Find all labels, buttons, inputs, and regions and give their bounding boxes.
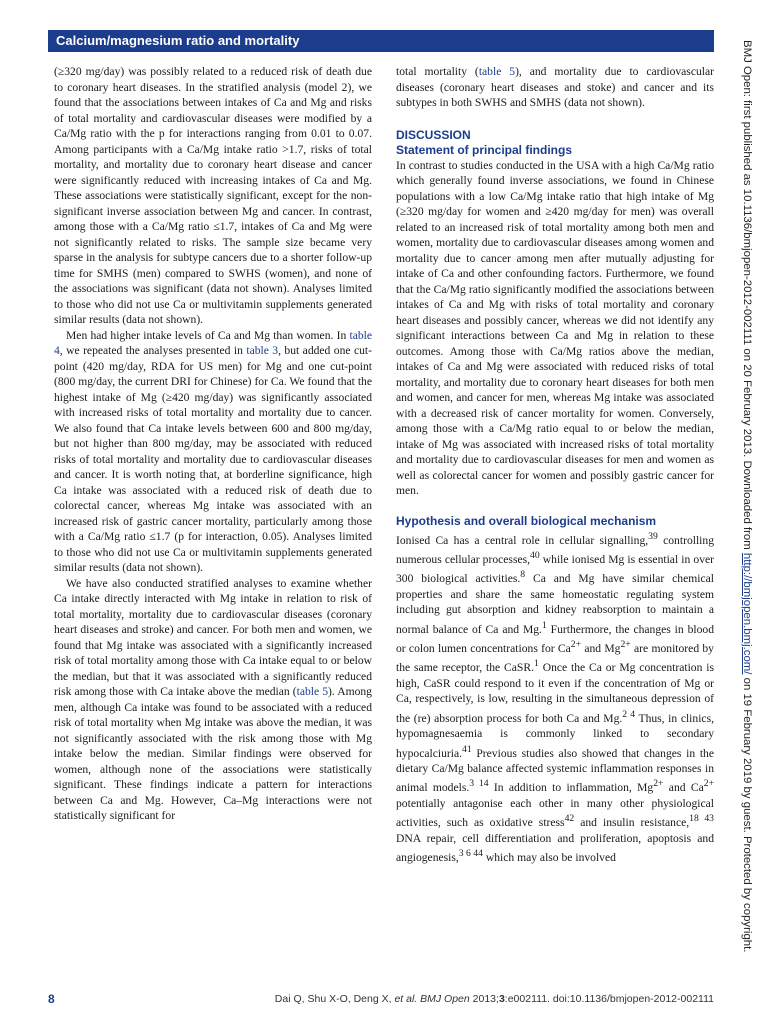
journal-name: . BMJ Open <box>414 993 470 1005</box>
text-span: , we repeated the analyses presented in <box>59 344 247 357</box>
text-span: We have also conducted stratified analyses to examine whether Ca intake directly interacted with Mg intake in relation to risk of total mortality, mortality due to cardiovascular diseases (coronary heart diseases and stroke) and cancer. For both men and women, we found that Mg intake was associated with a significantly increased risk of total mortality among those with Ca intake equal to or below the median, but that it was associated with a significantly reduced risk among those with Ca intake above the median ( <box>54 576 372 698</box>
text-span: Once the Ca or Mg concentration is high, CaSR could respond to it even if the concentration of Mg or Ca, respectively, is low, resulting in the simultaneous depression of the (re) absorption process for both Ca and Mg. <box>396 661 715 725</box>
reference-superscript: 40 <box>530 549 540 561</box>
reference-superscript: 3 14 <box>469 778 489 790</box>
text-span: ). Among men, although Ca intake was found to be associated with a reduced risk of total mortality when Mg intake was above the median, it was not significantly associated with the risk among those with Mg intake below the median. Similar findings were observed for women, although none of the associations were statistically significant. These findings indicate a pattern for interactions between Ca and Mg. However, Ca–Mg interactions were not statistically significant for <box>54 685 372 822</box>
reference-superscript: 41 <box>462 743 472 755</box>
ion-charge-superscript: 2+ <box>570 638 582 650</box>
text-span: Previous studies also showed that changes in the dietary Ca/Mg balance affected systemic inflammation responses in animal models. <box>396 746 714 795</box>
table-3-link[interactable]: table 3 <box>246 344 279 357</box>
left-paragraph-1: (≥320 mg/day) was possibly related to a reduced risk of death due to coronary heart diseases. In the stratified analysis (model 2), we found that the associations between intakes of Ca and Mg and risks of total mortality and cardiovascular diseases were modified by a Ca/Mg ratio with the p for interactions ranging from 0.01 to 0.07. Among participants with a Ca/Mg intake ratio >1.7, risks of total mortality, and mortality due to coronary heart disease and cancer were significantly reduced with increasing intakes of Ca and Mg. These associations were statistically significant, except for the non-significant inverse association between Mg and cancer. In contrast, among those with a Ca/Mg ratio ≤1.7, intakes of Ca and Mg were not significantly related to risks. The sample size became very sparse in the analysis for subtype cancers due to a shorter follow-up time for SMHS (men) compared to SWHS (women), and none of the associations was significant (data not shown). Analyses limited to those who did not use Ca or multivitamin supplements generated similar results (data not shown). <box>54 65 372 326</box>
text-span: Men had higher intake levels of Ca and Mg than women. In <box>66 328 350 342</box>
reference-superscript: 1 <box>534 658 539 670</box>
text-span: BMJ Open: first published as 10.1136/bmjopen-2012-002111 on 20 February 2013. Downloaded from <box>741 40 753 553</box>
table-4-link[interactable]: table 4 <box>54 328 372 357</box>
subheading-principal-findings: Statement of principal findings <box>396 142 573 157</box>
page-number: 8 <box>48 992 55 1006</box>
ion-charge-superscript: 2+ <box>653 778 664 790</box>
reference-superscript: 42 <box>564 813 575 825</box>
left-paragraph-3 <box>54 576 372 824</box>
text-span: DNA repair, cell differentiation and proliferation, apoptosis and angiogenesis, <box>396 831 714 864</box>
text-span: ), and mortality due to cardiovascular diseases (coronary heart diseases and stoke) and cancer and its subtypes in both SWHS and SMHS (data not shown). <box>396 65 714 109</box>
text-span: potentially antagonise each other in many other physiological activities, such as oxidative stress <box>396 796 714 830</box>
left-column <box>54 64 372 824</box>
text-span: Thus, in clinics, hypomagnesaemia is commonly linked to secondary hypocalciuria. <box>396 711 714 760</box>
text-span: In addition to inflammation, Mg <box>488 781 654 795</box>
text-span: Dai Q, Shu X-O, Deng X, <box>274 993 395 1005</box>
text-span: and insulin resistance, <box>574 816 690 830</box>
text-span: controlling numerous cellular processes, <box>396 533 714 566</box>
subheading-hypothesis: Hypothesis and overall biological mechanism <box>396 513 657 528</box>
right-column <box>396 64 714 865</box>
right-paragraph-1 <box>396 64 714 111</box>
section-heading-discussion: DISCUSSION <box>396 127 471 142</box>
right-paragraph-3 <box>396 529 714 866</box>
table-5-link[interactable]: table 5 <box>478 65 516 78</box>
page-footer <box>48 991 714 1007</box>
ion-charge-superscript: 2+ <box>703 778 715 790</box>
left-paragraph-2 <box>54 328 372 576</box>
text-span: Furthermore, the changes in blood or colon lumen concentrations for Ca <box>396 622 714 655</box>
running-title: Calcium/magnesium ratio and mortality <box>56 33 300 48</box>
text-span: , but added one cut-point (420 mg/day, RDA for US men) for Mg and one cut-point (800 mg/day, the current DRI for Chinese) for Ca. We found that the highest intake of Mg (≥420 mg/day) was significantly associated with increased risks of total mortality and mortality due to cancer. We also found that Ca intake levels between 600 and 800 mg/day, but not higher than 800 mg/day, may be associated with reduced risks of total mortality and mortality due to cardiovascular diseases and cancer. It is worth noting that, at borderline significance, high Ca intake was associated with a reduced risk of death due to colorectal cancer, whereas Mg intake was associated with an increased risk of gastric cancer mortality, particularly among those with a Ca/Mg ratio ≤1.7 (p for interaction, 0.05). Analyses limited to those who did not use Ca or multivitamin supplements generated similar results (data not shown). <box>54 344 372 574</box>
running-title-bar <box>48 30 714 52</box>
right-paragraph-2: In contrast to studies conducted in the USA with a high Ca/Mg ratio which generally found inverse associations, we found in Chinese populations with a low Ca/Mg intake ratio that high intake of Mg (≥320 mg/day for women and ≥420 mg/day for men) was overall related to an increased risk of total mortality among both men and women, mortality due to cardiovascular diseases among women and mortality due to cancer among men after mutually adjusting for intake of Ca and other confounding factors. Furthermore, we found that the Ca/Mg ratio significantly modified the associations between intakes of Ca and Mg with risks of total mortality and coronary heart diseases and possibly cancer, whereas we did not identify any significant interactions between Ca and Mg in relation to these outcomes. Among those with Ca/Mg ratios above the median, intakes of Ca and Mg were associated with reduced risks of total mortality, and mortality due to coronary heart diseases for both men and women, and cancer for men, whereas Mg intake was associated with a decreased risk of cancer mortality for women. Conversely, among those with a Ca/Mg ratio equal to or below the median, intake of Mg was associated with increased risks of total mortality and mortality due to cardiovascular diseases for men and women as well as colorectal cancer for women and possibly gastric cancer for men. <box>396 158 714 497</box>
volume-number: 3 <box>498 993 505 1005</box>
reference-superscript: 2 4 <box>622 708 636 720</box>
reference-superscript: 18 43 <box>689 813 714 825</box>
text-span: which may also be involved <box>482 850 616 864</box>
article-citation <box>275 991 714 1007</box>
text-span: :e002111. doi:10.1136/bmjopen-2012-002111 <box>504 993 714 1005</box>
reference-superscript: 3 6 44 <box>458 848 483 860</box>
text-span: and Mg <box>581 641 621 655</box>
copyright-sidebar <box>735 40 759 980</box>
text-span: 2013; <box>469 993 499 1005</box>
ion-charge-superscript: 2+ <box>620 638 631 650</box>
table-5-link[interactable]: table 5 <box>296 685 329 698</box>
copyright-notice <box>735 40 759 980</box>
text-span: et al <box>394 993 415 1005</box>
reference-superscript: 1 <box>541 619 547 631</box>
text-span: and Ca <box>663 781 704 795</box>
text-span: on 19 February 2019 by guest. Protected by copyright. <box>741 674 753 953</box>
text-span: are monitored by the same receptor, the CaSR. <box>396 641 714 675</box>
text-span: Ionised Ca has a central role in cellular signalling, <box>396 533 649 547</box>
text-span: total mortality ( <box>396 65 479 78</box>
text-span: while ionised Mg is essential in over 300 biological activities. <box>396 552 714 586</box>
text-span: Ca and Mg have similar chemical properties and share the same homeostatic regulating system including gut absorption and kidney reabsorption to maintain a normal balance of Ca and Mg. <box>396 572 714 636</box>
reference-superscript: 8 <box>520 569 526 581</box>
reference-superscript: 39 <box>648 530 658 542</box>
bmjopen-site-link[interactable]: http://bmjopen.bmj.com/ <box>741 552 753 675</box>
